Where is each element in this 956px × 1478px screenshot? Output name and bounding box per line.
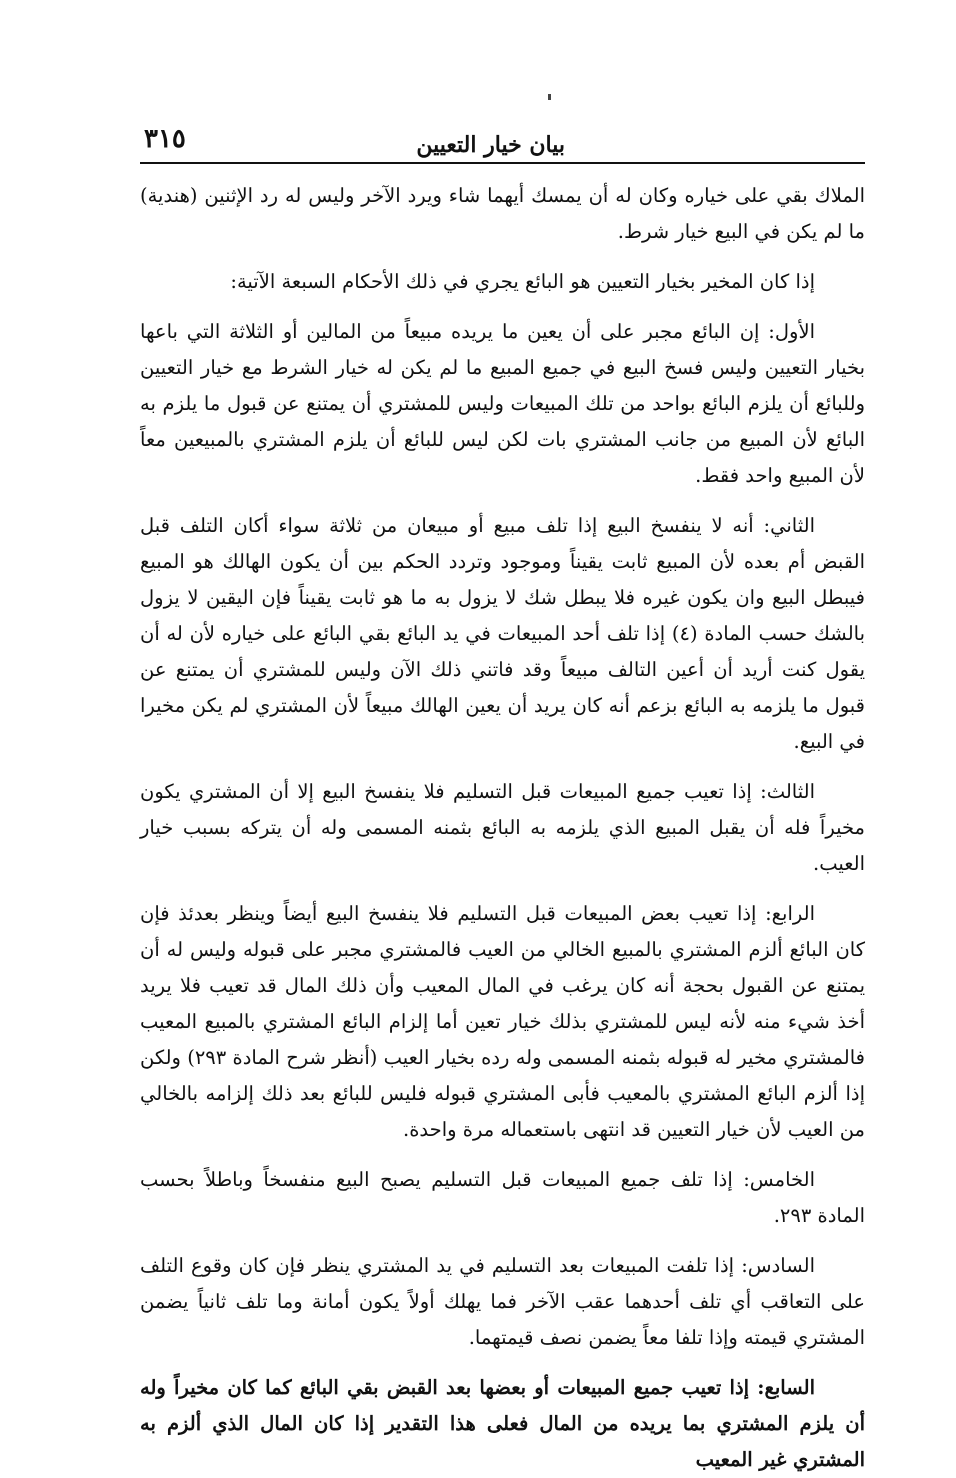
paragraph-third-rule: الثالث: إذا تعيب جميع المبيعات قبل التسليم فلا ينفسخ البيع إلا أن المشتري يكون مخيراً فله أن يقبل المبيع الذي يلزمه به البائع بثمنه المسمى وله أن يتركه بسبب خيار العيب. <box>140 780 865 875</box>
scan-mark <box>548 94 551 100</box>
body-text <box>140 178 865 1478</box>
paragraph-continuation: الملاك بقي على خياره وكان له أن يمسك أيهما شاء ويرد الآخر وليس له رد الإثنين (هندية) ما لم يكن في البيع خيار شرط. <box>140 184 865 243</box>
paragraph-sixth-rule: السادس: إذا تلفت المبيعات بعد التسليم في يد المشتري ينظر فإن كان وقوع التلف على التعاقب أي تلف أحدهما عقب الآخر فما يهلك أولاً يكون أمانة وما تلف ثانياً يضمن المشتري قيمته وإذا تلفا معاً يضمن نصف قيمتهما. <box>140 1254 865 1349</box>
paragraph-fifth-rule: الخامس: إذا تلف جميع المبيعات قبل التسليم يصبح البيع منفسخاً وباطلاً بحسب المادة ٢٩٣. <box>140 1168 865 1227</box>
paragraph-first-rule: الأول: إن البائع مجبر على أن يعين ما يريده مبيعاً من المالين أو الثلاثة التي باعها بخيار التعيين وليس فسخ البيع في جميع المبيع ما لم يكن له خيار الشرط مع خيار التعيين وللبائع أن يلزم البائع بواحد من تلك المبيعات وليس للمشتري أن يمتنع عن قبول ما يلزم به البائع لأن المبيع من جانب المشتري بات لكن ليس للبائع أن يلزم المشتري بالمبيعين معاً لأن المبيع واحد فقط. <box>140 320 865 487</box>
running-title: بيان خيار التعيين <box>416 132 565 158</box>
paragraph-fourth-rule: الرابع: إذا تعيب بعض المبيعات قبل التسليم فلا ينفسخ البيع أيضاً وينظر بعدئذ فإن كان البائع ألزم المشتري بالمبيع الخالي من العيب فالمشتري مجبر على قبوله وليس له أن يمتنع عن القبول بحجة أنه كان يرغب في المال المعيب وأن ذلك المال قد تعيب فلا يريد أخذ شيء منه لأنه ليس للمشتري بذلك خيار تعين أما إلزام البائع المشتري بالمبيع المعيب فالمشتري مخير له قبوله بثمنه المسمى وله رده بخيار العيب (أنظر شرح المادة ٢٩٣) ولكن إذا ألزم البائع المشتري بالمعيب فأبى المشتري قبوله فليس للبائع بعد ذلك إلزامه بالخالي من العيب لأن خيار التعيين قد انتهى باستعماله مرة واحدة. <box>140 902 865 1141</box>
paragraph-intro: إذا كان المخير بخيار التعيين هو البائع يجري في ذلك الأحكام السبعة الآتية: <box>230 270 815 293</box>
paragraph-seventh-rule: السابع: إذا تعيب جميع المبيعات أو بعضها بعد القبض بقي البائع كما كان مخيراً وله أن يلزم المشتري بما يريده من المال فعلى هذا التقدير إذا كان المال الذي ألزم به المشتري غير المعيب <box>140 1376 865 1471</box>
page-header <box>140 118 865 164</box>
page-number: ٣١٥ <box>144 124 186 154</box>
paragraph-second-rule: الثاني: أنه لا ينفسخ البيع إذا تلف مبيع أو مبيعان من ثلاثة سواء أكان التلف قبل القبض أم بعده لأن المبيع ثابت يقيناً وموجود وتردد الحكم بين أن يكون الهالك هو المبيع فيبطل البيع وان يكون غيره فلا يبطل شك لا يزول به ما هو ثابت يقيناً فإن اليقين لا يزول بالشك حسب المادة (٤) إذا تلف أحد المبيعات في يد البائع بقي البائع على خياره لأن له أن يقول كنت أريد أن أعين التالف مبيعاً وقد فاتني ذلك الآن وليس للمشتري أن يمتنع عن قبول ما يلزمه به البائع بزعم أنه كان يريد أن يعين الهالك مبيعاً لأن المشتري لم يكن مخيرا في البيع. <box>140 514 866 753</box>
